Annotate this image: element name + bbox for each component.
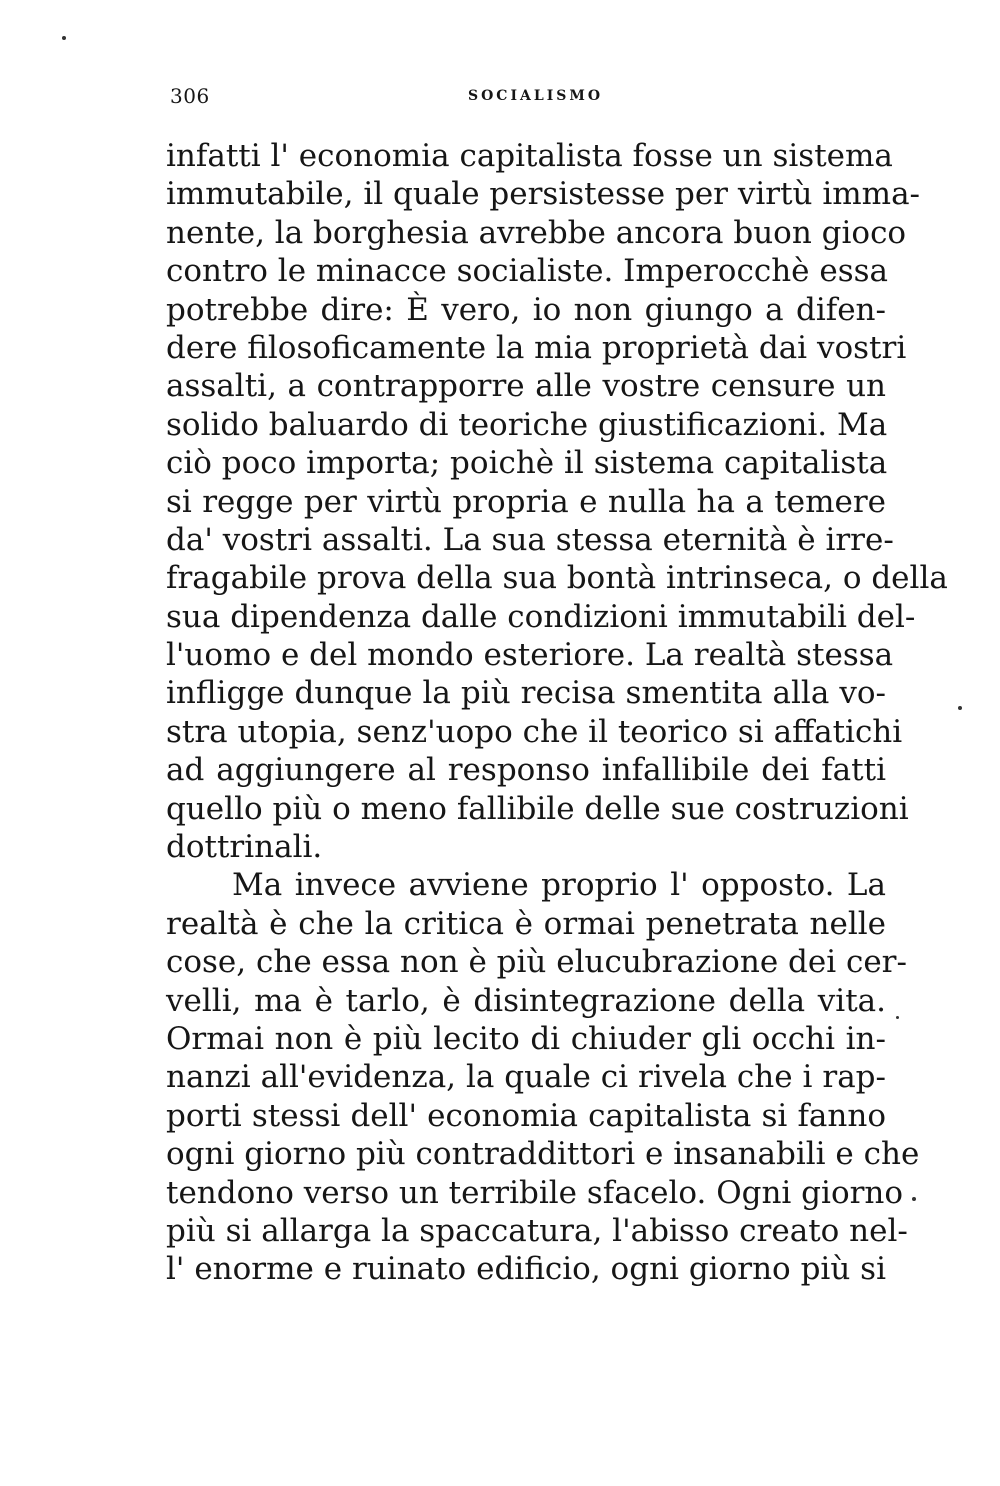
text-line: ad aggiungere al responso infallibile dei fatti: [166, 752, 886, 789]
paper-speck: [896, 1016, 899, 1019]
text-line: Ormai non è più lecito di chiuder gli occhi in-: [166, 1020, 886, 1057]
text-line: solido baluardo di teoriche giustificazioni. Ma: [166, 406, 888, 443]
text-line: immutabile, il quale persistesse per virtù imma-: [166, 176, 921, 213]
text-line: realtà è che la critica è ormai penetrata nelle: [166, 905, 886, 942]
text-line: velli, ma è tarlo, è disintegrazione della vita.: [166, 982, 886, 1019]
text-line: più si allarga la spaccatura, l'abisso creato nel-: [166, 1212, 908, 1249]
running-head: [170, 84, 880, 114]
text-line: infatti l' economia capitalista fosse un sistema: [166, 138, 893, 174]
text-line: da' vostri assalti. La sua stessa eternità è irre-: [166, 521, 894, 558]
text-line: l' enorme e ruinato edificio, ogni giorno più si: [166, 1251, 886, 1288]
running-title: SOCIALISMO: [468, 88, 604, 104]
paper-speck: [912, 1197, 916, 1201]
text-line: ogni giorno più contraddittori e insanabili e che: [166, 1136, 920, 1173]
text-line: tendono verso un terribile sfacelo. Ogni giorno: [166, 1174, 904, 1211]
text-line: fragabile prova della sua bontà intrinseca, o della: [166, 560, 948, 597]
text-line: infligge dunque la più recisa smentita alla vo-: [166, 675, 886, 712]
paper-speck: [62, 36, 66, 40]
text-line: ciò poco importa; poichè il sistema capitalista: [166, 445, 888, 482]
text-line: dere filosoficamente la mia proprietà dai vostri: [166, 329, 907, 366]
paragraph-start-line: Ma invece avviene proprio l' opposto. La: [232, 867, 886, 904]
text-line: nanzi all'evidenza, la quale ci rivela che i rap-: [166, 1059, 886, 1096]
text-line: si regge per virtù propria e nulla ha a temere: [166, 483, 886, 520]
paper-speck: [958, 706, 962, 710]
text-line: quello più o meno fallibile delle sue costruzioni: [166, 790, 909, 827]
text-line: nente, la borghesia avrebbe ancora buon gioco: [166, 214, 907, 251]
body-text: [166, 137, 948, 1289]
page-number: 306: [170, 84, 210, 108]
text-line: potrebbe dire: È vero, io non giungo a difen-: [166, 291, 886, 328]
text-line: assalti, a contrapporre alle vostre censure un: [166, 368, 886, 405]
text-line: porti stessi dell' economia capitalista si fanno: [166, 1097, 886, 1134]
paragraph-end-line: dottrinali.: [166, 829, 323, 866]
text-line: l'uomo e del mondo esteriore. La realtà stessa: [166, 637, 894, 674]
text-line: stra utopia, senz'uopo che il teorico si affatichi: [166, 713, 903, 750]
text-line: contro le minacce socialiste. Imperocchè essa: [166, 253, 889, 290]
text-line: sua dipendenza dalle condizioni immutabili del-: [166, 598, 916, 635]
text-line: cose, che essa non è più elucubrazione dei cer-: [166, 944, 907, 981]
